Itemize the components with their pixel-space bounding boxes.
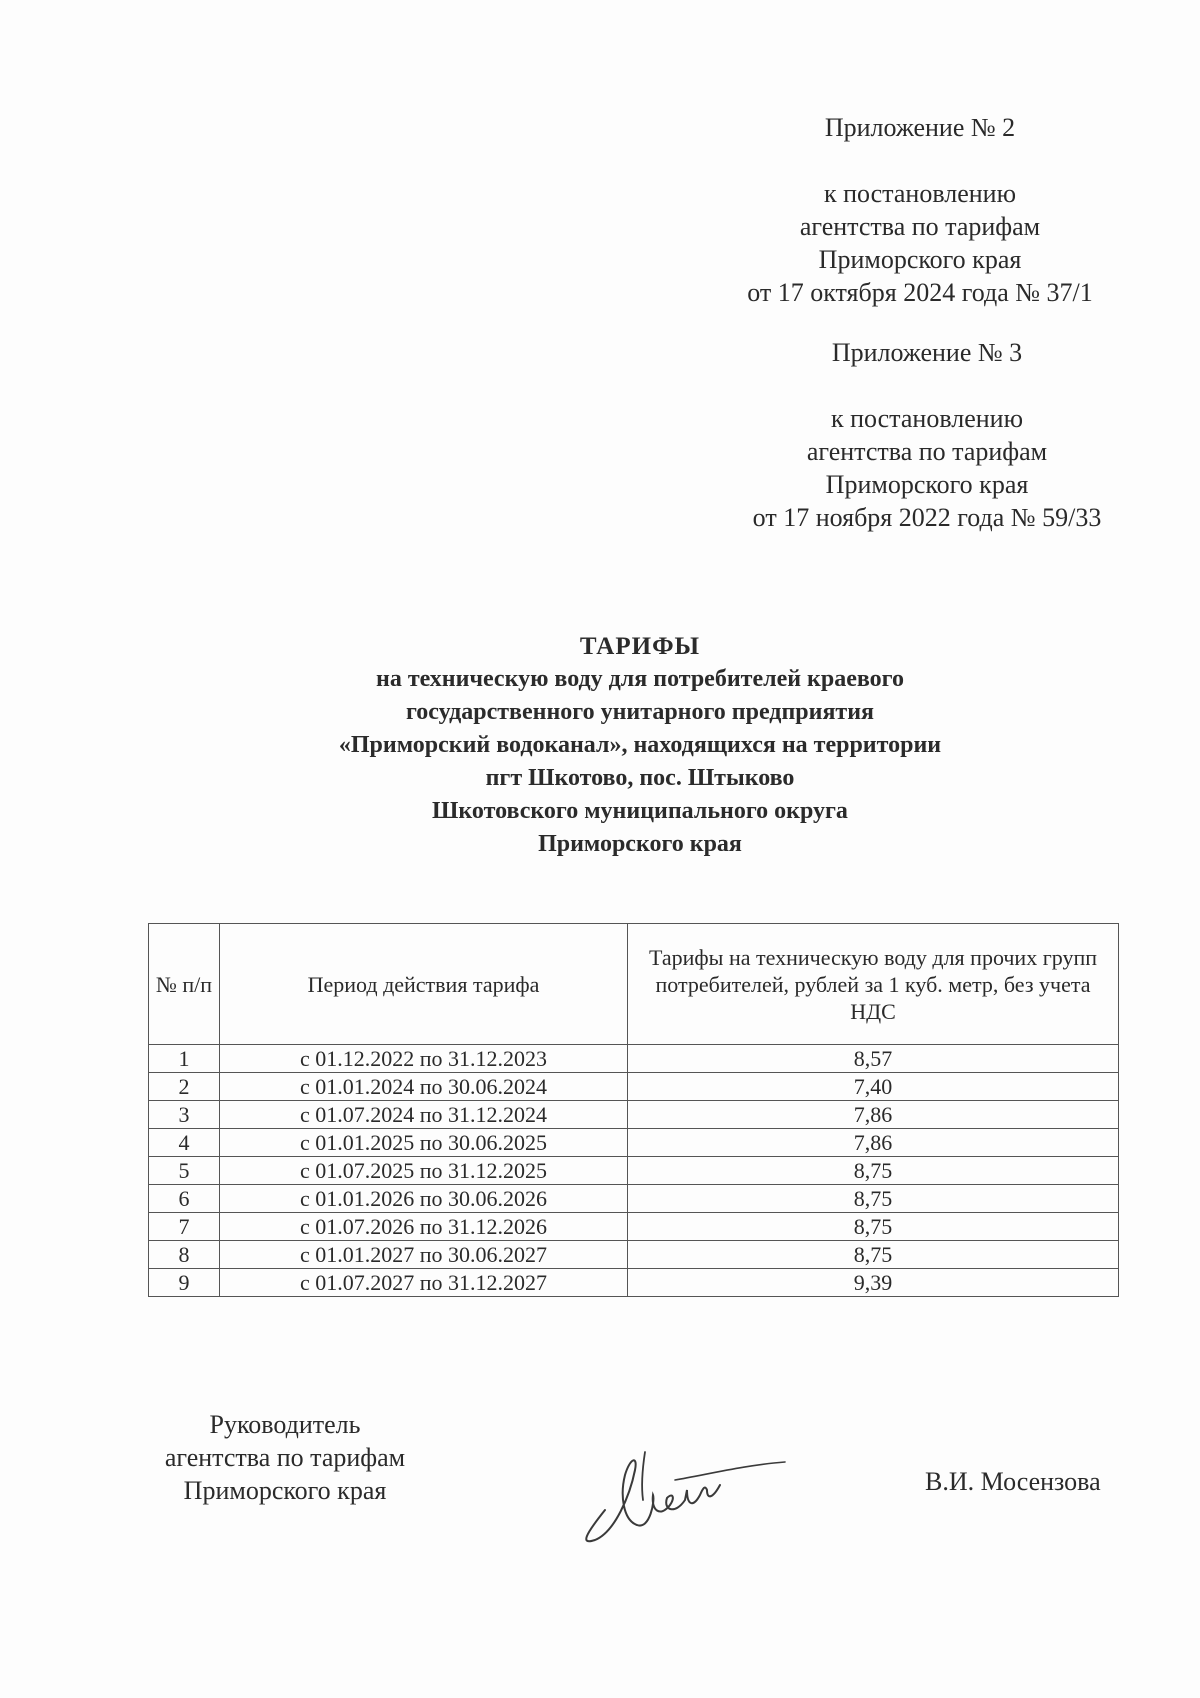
title-line: «Приморский водоканал», находящихся на территории [338,732,942,758]
table-row [149,1045,1119,1073]
row-num: 7 [149,1213,220,1241]
row-num: 8 [149,1241,220,1269]
row-num: 4 [149,1129,220,1157]
main-title: ТАРИФЫ [579,633,701,660]
table-row [149,1241,1119,1269]
row-period: с 01.01.2025 по 30.06.2025 [220,1129,628,1157]
annex-2-line: к постановлению [823,179,1017,208]
row-num: 2 [149,1073,220,1101]
tariff-table [148,923,1119,1297]
table-row [149,1073,1119,1101]
row-num: 3 [149,1101,220,1129]
annex-3-line: агентства по тарифам [806,437,1048,466]
annex-3-line: Приморского края [825,470,1029,499]
annex-3-title: Приложение № 3 [831,338,1023,367]
annex-2-line: агентства по тарифам [799,212,1041,241]
row-period: с 01.07.2026 по 31.12.2026 [220,1213,628,1241]
table-row [149,1129,1119,1157]
row-period: с 01.12.2022 по 31.12.2023 [220,1045,628,1073]
table-row [149,1185,1119,1213]
annex-3-header [717,336,1137,534]
row-num: 9 [149,1269,220,1297]
signatory-position-line: Руководитель [209,1410,361,1439]
annex-2-line: от 17 октября 2024 года № 37/1 [747,278,1093,307]
table-row [149,1157,1119,1185]
row-period: с 01.07.2025 по 31.12.2025 [220,1157,628,1185]
handwritten-signature [575,1440,795,1550]
annex-2-title: Приложение № 2 [824,113,1016,142]
annex-3-line: к постановлению [830,404,1024,433]
signatory-name: В.И. Мосензова [925,1467,1101,1496]
table-row [149,1269,1119,1297]
row-rate: 8,75 [628,1213,1119,1241]
title-line: Приморского края [538,831,742,857]
row-rate: 7,86 [628,1129,1119,1157]
row-rate: 9,39 [628,1269,1119,1297]
signatory-position-line: Приморского края [183,1476,387,1505]
row-rate: 7,40 [628,1073,1119,1101]
row-rate: 8,57 [628,1045,1119,1073]
header-num: № п/п [149,924,220,1045]
title-line: на техническую воду для потребителей краевого [376,666,904,692]
title-line: Шкотовского муниципального округа [432,798,848,824]
row-rate: 7,86 [628,1101,1119,1129]
title-line: пгт Шкотово, пос. Штыково [485,765,795,791]
annex-3-line: от 17 ноября 2022 года № 59/33 [752,503,1102,532]
document-title [150,630,1130,861]
row-rate: 8,75 [628,1157,1119,1185]
row-rate: 8,75 [628,1241,1119,1269]
row-period: с 01.01.2024 по 30.06.2024 [220,1073,628,1101]
row-num: 1 [149,1045,220,1073]
table-header-row [149,924,1119,1045]
annex-2-header [710,111,1130,309]
signatory-position-line: агентства по тарифам [164,1443,406,1472]
annex-2-line: Приморского края [818,245,1022,274]
table-row [149,1213,1119,1241]
row-period: с 01.01.2027 по 30.06.2027 [220,1241,628,1269]
header-rate: Тарифы на техническую воду для прочих групп потребителей, рублей за 1 куб. метр, без учета НДС [628,924,1119,1045]
row-period: с 01.01.2026 по 30.06.2026 [220,1185,628,1213]
title-line: государственного унитарного предприятия [405,699,875,725]
row-rate: 8,75 [628,1185,1119,1213]
table-row [149,1101,1119,1129]
row-num: 6 [149,1185,220,1213]
row-num: 5 [149,1157,220,1185]
row-period: с 01.07.2027 по 31.12.2027 [220,1269,628,1297]
signatory-position [140,1408,430,1507]
row-period: с 01.07.2024 по 31.12.2024 [220,1101,628,1129]
header-period: Период действия тарифа [220,924,628,1045]
